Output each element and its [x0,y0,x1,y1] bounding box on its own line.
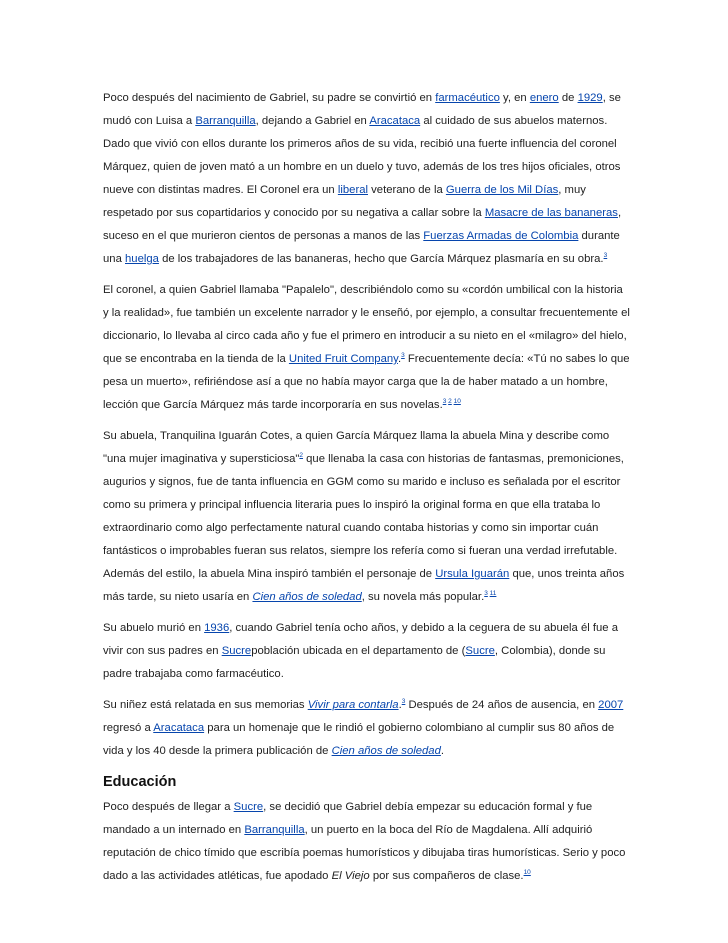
text: , dejando a Gabriel en [255,115,370,127]
text: durante una [103,230,620,265]
citation-link[interactable]: 10 [523,869,531,876]
citation-link[interactable]: 3 [401,352,405,359]
link-1929[interactable]: 1929 [577,92,603,104]
link-liberal[interactable]: liberal [337,184,368,196]
citation-link[interactable]: 2 [448,398,452,405]
text: de [558,92,578,104]
text: que, unos treinta años más tarde, su nieto usaría en [103,568,625,603]
link-cien-anos[interactable]: Cien años de soledad [252,591,362,603]
text: , muy respetado por sus copartidarios y conocido por su negativa a callar sobre la [103,184,586,219]
text: El coronel, a quien Gabriel llamaba "Papalelo", describiéndolo como su «cordón umbilical con la historia y la realidad», fue también un excelente narrador y le enseñó, por ejemplo, a consultar frecuentemente el diccionario, lo llevaba al circo cada año y fue el primero en introducir a su nieto en el «milagro» del hielo, que se encontraba en la tienda de la [103,284,630,365]
link-sucre[interactable]: Sucre [233,801,264,813]
text: Frecuentemente decía: «Tú no sabes lo que pesa un muerto», refiriéndose así a que no había mayor carga que la de haber matado a un hombre, lección que García Márquez más tarde incorporaría en sus novelas. [103,353,630,411]
citation [484,590,496,597]
text: veterano de la [368,184,446,196]
link-2007[interactable]: 2007 [598,699,624,711]
text: y, en [499,92,530,104]
text: al cuidado de sus abuelos maternos. Dado que vivió con ellos durante los primeros años de su vida, recibió una fuerte influencia del coronel Márquez, quien de joven mató a un hombre en un duelo y tuvo, además de los tres hijos oficiales, otros nueve con distintas madres. El Coronel era un [103,115,621,196]
text: . [398,699,402,711]
text: Su abuela, Tranquilina Iguarán Cotes, a quien García Márquez llama la abuela Mina y describe como "una mujer imaginativa y supersticiosa" [103,430,610,465]
text: población ubicada en el departamento de ( [251,645,466,657]
citation-link[interactable]: 10 [453,398,461,405]
paragraph-abuelo [103,617,631,686]
text: , se decidió que Gabriel debía empezar su educación formal y fue mandado a un internado en [103,801,593,836]
text: que llenaba la casa con historias de fantasmas, premoniciones, augurios y signos, fue de tanta influencia en GGM como su marido e incluso es señalada por el escritor como su primera y principal influencia literaria pues lo inspiró la original forma en que ella trataba lo extraordinario como algo perfectamente natural cuando contaba historias y como sin importar cuán fantásticos o improbables fueran sus relatos, siempre los refería como si fueran una verdad irrefutable. Además del estilo, la abuela Mina inspiró también el personaje de [103,453,624,580]
text: , Colombia), donde su padre trabajaba como farmacéutico. [103,645,606,680]
text: Después de 24 años de ausencia, en [405,699,599,711]
text: , suceso en el que murieron cientos de personas a manos de las [103,207,622,242]
link-cien-anos[interactable]: Cien años de soledad [331,745,441,757]
link-barranquilla[interactable]: Barranquilla [195,115,256,127]
link-fuerzas-armadas[interactable]: Fuerzas Armadas de Colombia [423,230,579,242]
paragraph-memorias [103,694,631,763]
link-enero[interactable]: enero [529,92,559,104]
text: , cuando Gabriel tenía ocho años, y debido a la ceguera de su abuela él fue a vivir con sus padres en [103,622,619,657]
text: de los trabajadores de las bananeras, hecho que García Márquez plasmaría en su obra. [158,253,604,265]
link-sucre-departamento[interactable]: Sucre [465,645,495,657]
paragraph-educacion [103,796,631,888]
text: Poco después del nacimiento de Gabriel, su padre se convirtió en [103,92,436,104]
link-aracataca[interactable]: Aracataca [369,115,421,127]
text: por sus compañeros de clase. [369,870,524,882]
link-huelga[interactable]: huelga [125,253,159,265]
section-heading-educacion: Educación [103,774,177,790]
citation-link[interactable]: 3 [401,698,406,705]
citation [443,398,461,405]
text: , su novela más popular. [361,591,485,603]
paragraph-childhood-move [103,87,631,271]
text: para un homenaje que le rindió el gobierno colombiano al cumplir sus 80 años de vida y los 40 desde la primera publicación de [103,722,615,757]
text: . [440,745,445,757]
text: Poco después de llegar a [103,801,234,813]
paragraph-abuela [103,425,631,609]
link-farmaceutico[interactable]: farmacéutico [435,92,500,104]
paragraph-coronel [103,279,631,417]
text: regresó a [103,722,154,734]
citation-link[interactable]: 2 [299,452,304,459]
link-guerra-mil-dias[interactable]: Guerra de los Mil Días [445,184,559,196]
link-masacre-bananeras[interactable]: Masacre de las bananeras [484,207,618,219]
text: , un puerto en la boca del Río de Magdalena. Allí adquirió reputación de chico tímido que escribía poemas humorísticos y dibujaba tiras humorísticas. Serio y poco dado a las actividades atléticas, fue apodado [103,824,626,882]
citation-link[interactable]: 3 [484,590,488,597]
link-sucre[interactable]: Sucre [221,645,252,657]
citation-link[interactable]: 3 [442,398,447,405]
link-aracataca[interactable]: Aracataca [153,722,205,734]
text: , se mudó con Luisa a [103,92,621,127]
citation-link[interactable]: 3 [603,252,608,259]
link-united-fruit[interactable]: United Fruit Company [288,353,398,365]
citation [524,869,531,876]
link-barranquilla[interactable]: Barranquilla [244,824,305,836]
text: . [397,353,402,365]
article-body [103,87,631,896]
link-vivir-para-contarla[interactable]: Vivir para contarla [307,699,399,711]
text: Su niñez está relatada en sus memorias [103,699,308,711]
nickname: El Viejo [331,870,370,882]
link-ursula-iguaran[interactable]: Ursula Iguarán [435,568,510,580]
citation [604,252,608,259]
text: Su abuelo murió en [103,622,205,634]
link-1936[interactable]: 1936 [204,622,230,634]
citation-link[interactable]: 11 [489,590,497,597]
